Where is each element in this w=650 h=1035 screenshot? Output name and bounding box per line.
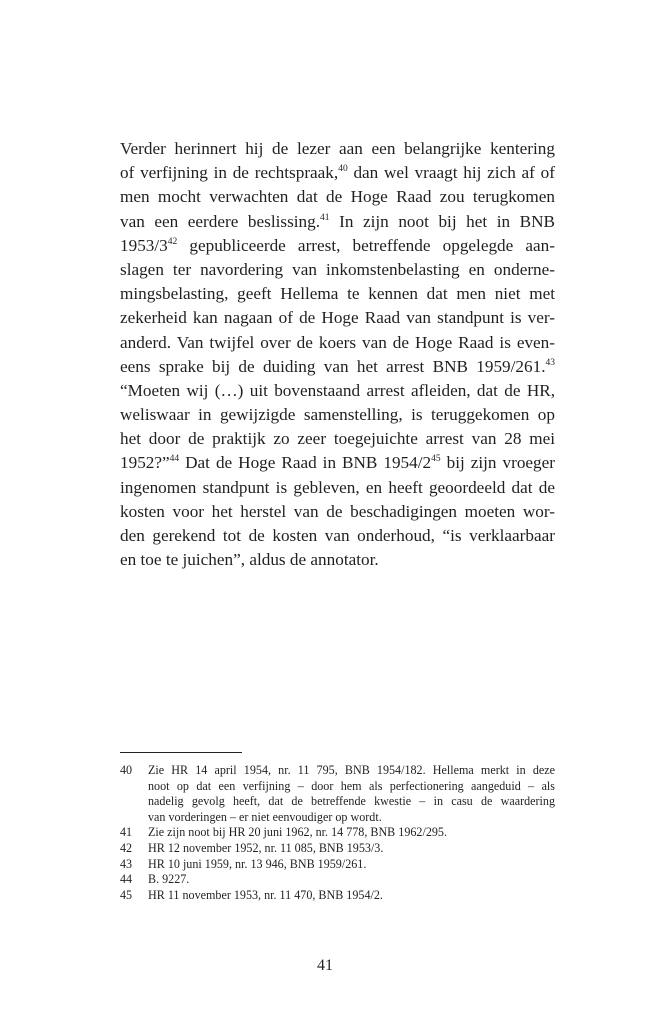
- text-line: [120, 306, 555, 330]
- footnote-reference: 41: [320, 212, 330, 223]
- footnote: [120, 872, 555, 888]
- text-line: [120, 451, 555, 475]
- text-fragment: slagen ter navordering van inkomstenbelasting en onderne-: [120, 259, 555, 279]
- text-line: [120, 524, 555, 548]
- footnote-text: B. 9227.: [148, 872, 190, 887]
- footnote-text: HR 10 juni 1959, nr. 13 946, BNB 1959/261.: [148, 856, 367, 871]
- text-fragment: mingsbelasting, geeft Hellema te kennen dat men niet met: [120, 284, 555, 304]
- footnote-text: noot op dat een verfijning – door hem als perfectionering aangeduid – als: [148, 778, 555, 793]
- text-fragment: ingenomen standpunt is gebleven, en heeft geoordeeld dat de: [120, 477, 555, 497]
- footnote: [120, 825, 555, 841]
- page-number: 41: [317, 957, 333, 974]
- text-line: [120, 137, 555, 161]
- footnote-text: van vorderingen – er niet eenvoudiger op wordt.: [148, 809, 382, 824]
- footnote: [120, 857, 555, 873]
- text-line: [120, 185, 555, 209]
- footnote-reference: 40: [338, 164, 348, 175]
- footnote-number: 41: [120, 825, 133, 840]
- footnote-number: 44: [120, 872, 133, 887]
- text-line: [120, 161, 555, 185]
- text-fragment: het door de praktijk zo zeer toegejuichte arrest van 28 mei: [120, 429, 555, 449]
- text-fragment: eens sprake bij de duiding van het arrest BNB 1959/261.: [120, 356, 546, 376]
- text-line: [120, 210, 555, 234]
- footnotes: [120, 763, 555, 903]
- text-line: [120, 282, 555, 306]
- text-line: [120, 403, 555, 427]
- text-fragment: 1953/3: [120, 235, 168, 255]
- text-fragment: 1952?”: [120, 453, 170, 473]
- text-line: [120, 548, 555, 572]
- text-line: [120, 476, 555, 500]
- text-fragment: In zijn noot bij het in BNB: [329, 211, 555, 231]
- text-line: [120, 234, 555, 258]
- footnote-separator: [120, 752, 242, 753]
- text-fragment: van een eerdere beslissing.: [120, 211, 321, 231]
- text-fragment: den gerekend tot de kosten van onderhoud, “is verklaarbaar: [120, 526, 555, 545]
- text-fragment: zekerheid kan nagaan of de Hoge Raad van standpunt is ver-: [120, 308, 555, 328]
- body-paragraph: [120, 137, 555, 572]
- text-fragment: gepubliceerde arrest, betreffende opgelegde aan-: [177, 235, 555, 255]
- text-line: [120, 500, 555, 524]
- footnote-text: HR 11 november 1953, nr. 11 470, BNB 1954/2.: [148, 887, 383, 902]
- text-fragment: “Moeten wij (…) uit bovenstaand arrest afleiden, dat de HR,: [120, 380, 555, 400]
- footnote-text: Zie zijn noot bij HR 20 juni 1962, nr. 14 778, BNB 1962/295.: [148, 825, 447, 840]
- text-line: [120, 331, 555, 355]
- text-fragment: anderd. Van twijfel over de koers van de Hoge Raad is even-: [120, 332, 555, 352]
- footnote-reference: 43: [545, 357, 555, 368]
- text-fragment: Verder herinnert hij de lezer aan een belangrijke kentering: [120, 139, 555, 158]
- footnote: [120, 888, 555, 904]
- text-fragment: men mocht verwachten dat de Hoge Raad zou terugkomen: [120, 187, 555, 207]
- footnote-text: HR 12 november 1952, nr. 11 085, BNB 1953/3.: [148, 840, 384, 855]
- text-line: [120, 355, 555, 379]
- footnote-reference: 42: [167, 236, 178, 247]
- text-fragment: weliswaar in gewijzigde samenstelling, is teruggekomen op: [120, 405, 555, 425]
- footnote-number: 40: [120, 763, 133, 777]
- footnote-reference: 45: [431, 454, 441, 465]
- footnote-reference: 44: [169, 454, 180, 465]
- footnote: [120, 841, 555, 857]
- footnote-number: 45: [120, 887, 133, 902]
- footnote: [120, 763, 555, 825]
- footnote-number: 42: [120, 840, 133, 855]
- text-fragment: en toe te juichen”, aldus de annotator.: [120, 550, 379, 570]
- footnote-number: 43: [120, 856, 133, 871]
- text-fragment: Dat de Hoge Raad in BNB 1954/2: [179, 453, 432, 473]
- text-fragment: dan wel vraagt hij zich af of: [347, 163, 555, 183]
- text-line: [120, 258, 555, 282]
- text-fragment: kosten voor het herstel van de beschadigingen moeten wor-: [120, 501, 555, 521]
- footnote-text: nadelig gevolg heeft, dat de betreffende kwestie – in casu de waardering: [148, 794, 555, 809]
- text-line: [120, 427, 555, 451]
- text-fragment: bij zijn vroeger: [440, 453, 555, 473]
- text-line: [120, 379, 555, 403]
- footnote-text: Zie HR 14 april 1954, nr. 11 795, BNB 1954/182. Hellema merkt in deze: [148, 763, 555, 777]
- text-fragment: of verfijning in de rechtspraak,: [120, 163, 339, 183]
